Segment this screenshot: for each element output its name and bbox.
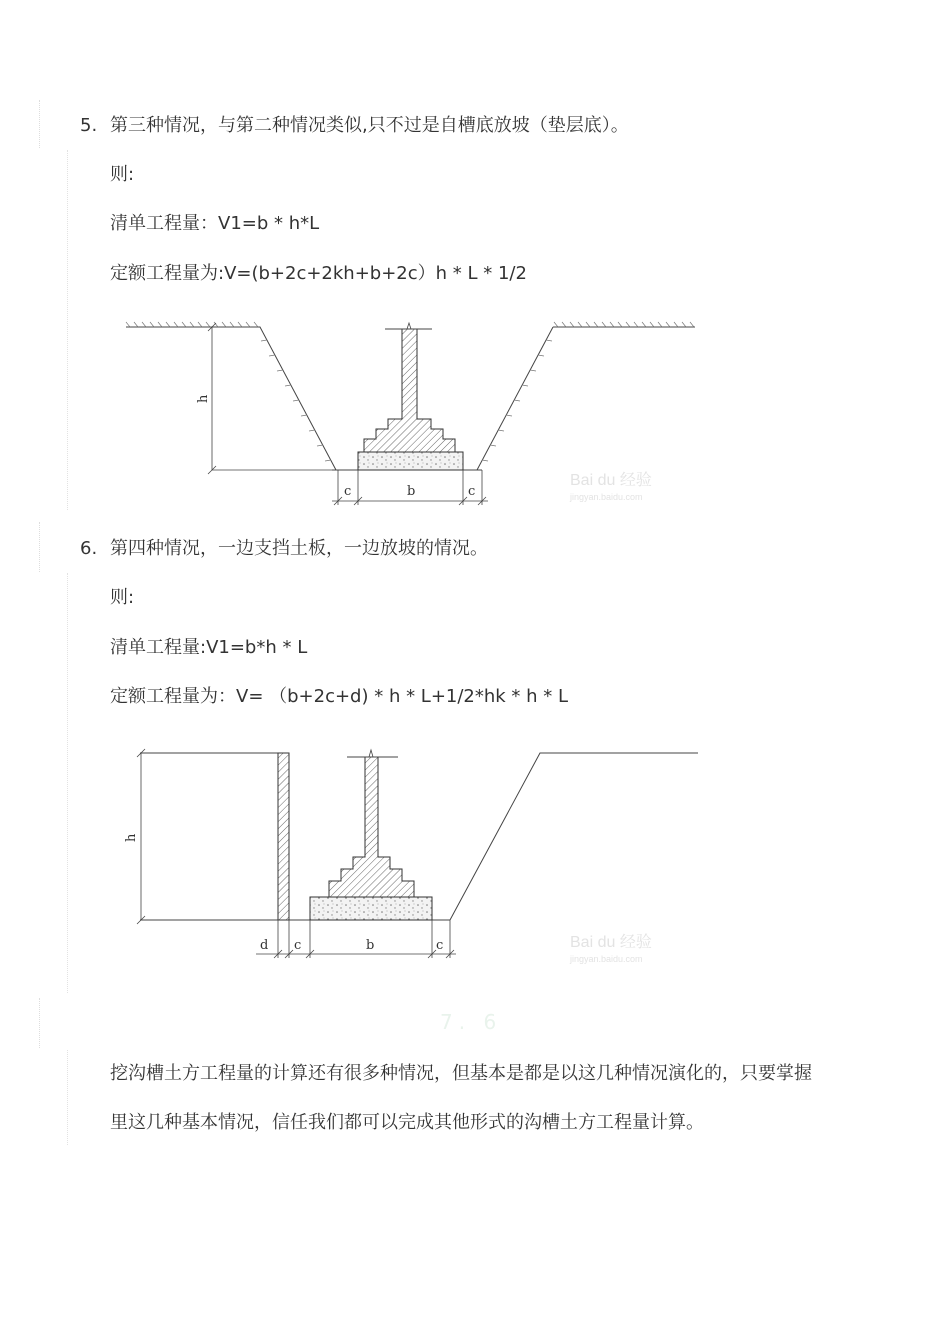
retaining-board <box>278 753 289 920</box>
cushion-layer <box>358 452 463 470</box>
label-b: b <box>366 938 375 953</box>
cushion-layer <box>310 897 432 920</box>
summary-line-1: 挖沟槽土方工程量的计算还有很多种情况，但基本是都是以这几种情况演化的，只要掌握 <box>110 1063 812 1084</box>
step-mark: 7. 6 <box>440 1010 503 1034</box>
then-label: 则: <box>110 587 135 608</box>
label-b: b <box>407 484 416 499</box>
trench-diagram-slope-both-sides <box>110 315 710 515</box>
baidu-watermark: Bai du 经验 <box>570 472 652 489</box>
foundation-wall <box>329 757 414 897</box>
step-guide-bar <box>39 522 40 572</box>
content-guide-bar <box>67 1050 68 1145</box>
quota-quantity-formula: 定额工程量为：V= （b+2c+d) * h * L+1/2*hk * h * L <box>110 686 569 707</box>
trench-outline <box>140 753 698 920</box>
step-number-6: 6. <box>80 538 98 559</box>
step-title-5: 第三种情况，与第二种情况类似,只不过是自槽底放坡（垫层底）。 <box>110 115 629 136</box>
list-quantity-formula: 清单工程量:V1=b*h * L <box>110 637 308 658</box>
baidu-watermark: Bai du 经验 <box>570 934 652 951</box>
baidu-watermark-url: jingyan.baidu.com <box>570 492 643 502</box>
foundation-wall <box>364 329 455 452</box>
summary-line-2: 里这几种基本情况，信任我们都可以完成其他形式的沟槽土方工程量计算。 <box>110 1112 704 1133</box>
content-guide-bar <box>67 150 68 510</box>
label-h: h <box>196 394 211 403</box>
label-d: d <box>260 938 269 953</box>
quota-quantity-formula: 定额工程量为:V=(b+2c+2kh+b+2c）h * L * 1/2 <box>110 263 527 284</box>
content-guide-bar <box>67 573 68 993</box>
label-h: h <box>124 833 139 842</box>
step-guide-bar <box>39 998 40 1048</box>
step-title-6: 第四种情况，一边支挡土板，一边放坡的情况。 <box>110 538 488 559</box>
label-c-left: c <box>294 938 302 953</box>
step-number-5: 5. <box>80 115 98 136</box>
label-c-left: c <box>344 484 352 499</box>
list-quantity-formula: 清单工程量：V1=b * h*L <box>110 213 320 234</box>
dimension-bottom <box>256 920 456 958</box>
baidu-watermark-url: jingyan.baidu.com <box>570 954 643 964</box>
then-label: 则: <box>110 164 135 185</box>
trench-diagram-board-and-slope <box>110 742 710 972</box>
step-guide-bar <box>39 100 40 148</box>
label-c-right: c <box>436 938 444 953</box>
label-c-right: c <box>468 484 476 499</box>
